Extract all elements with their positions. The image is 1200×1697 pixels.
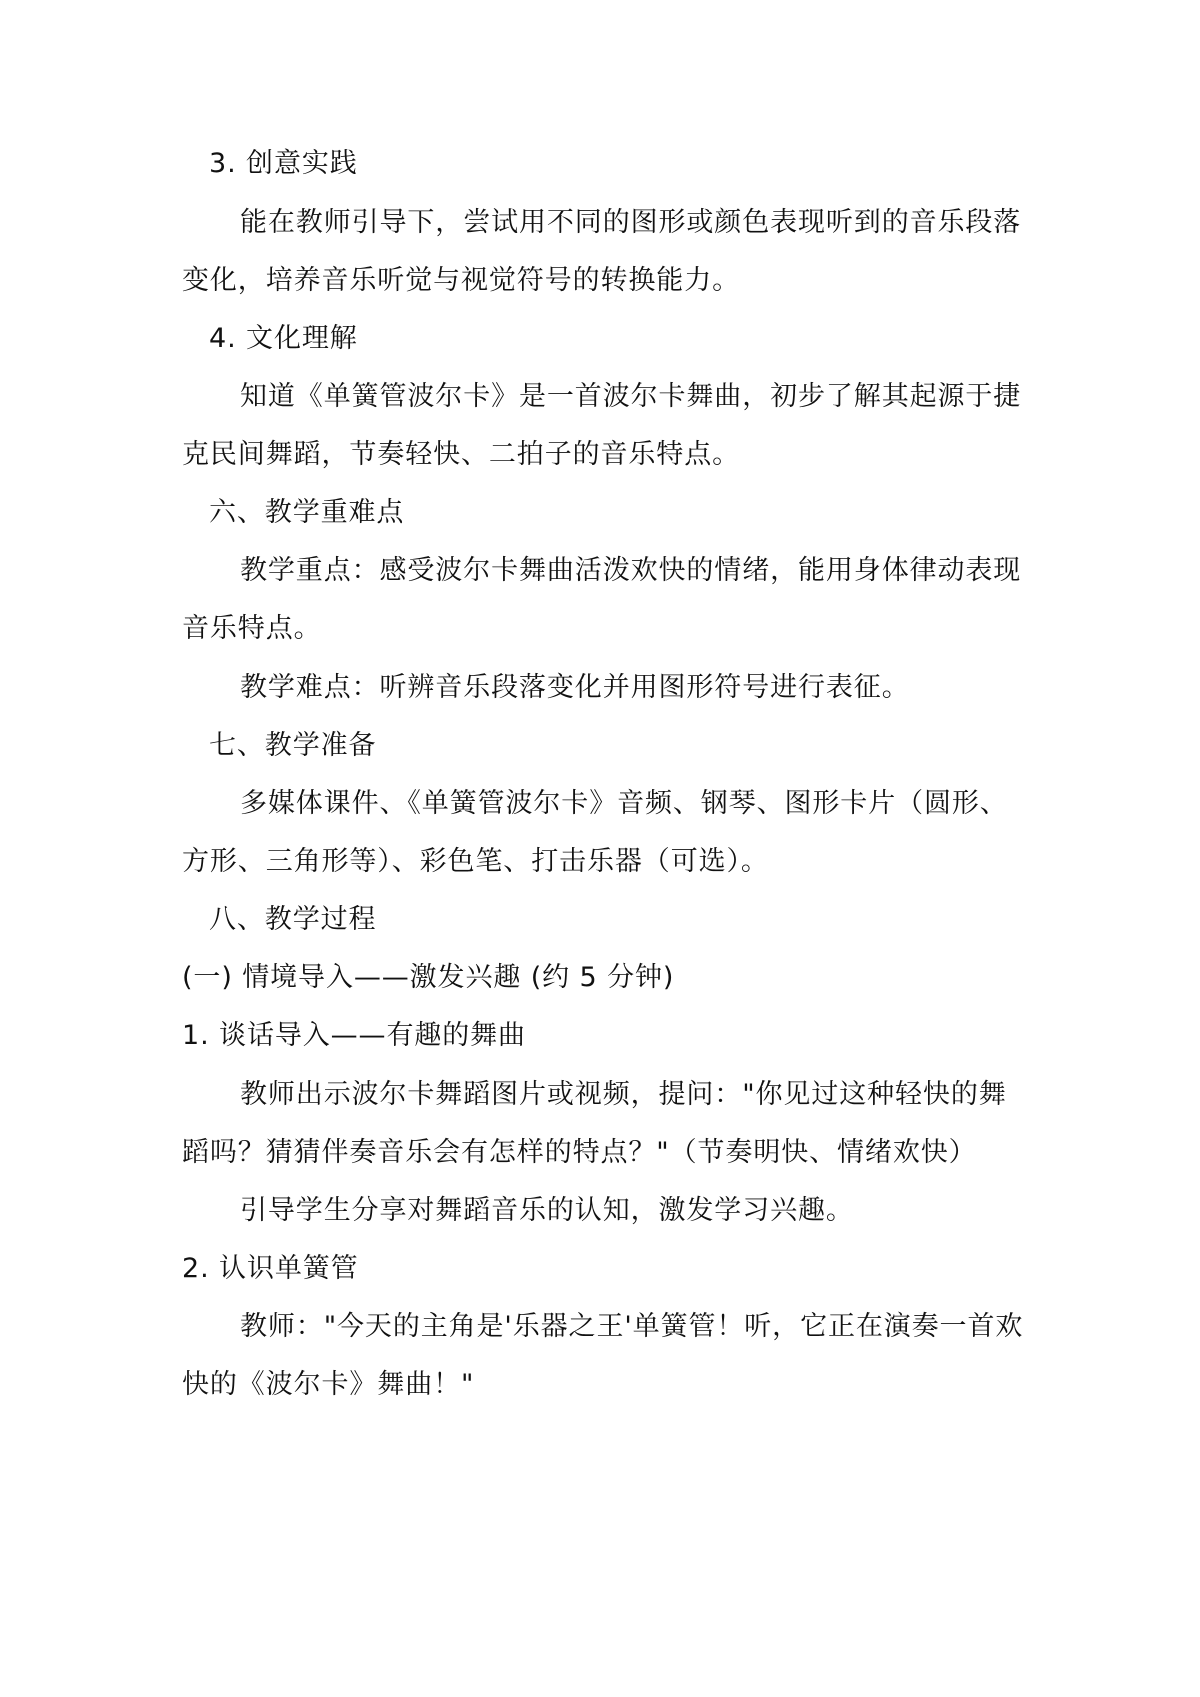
paragraph-line: 快的《波尔卡》舞曲！" [182,1369,475,1400]
step-heading: 2. 认识单簧管 [182,1253,359,1284]
paragraph-line: 音乐特点。 [182,613,322,644]
subsection-heading: (一) 情境导入——激发兴趣 (约 5 分钟) [182,962,675,993]
paragraph-line: 蹈吗？猜猜伴奏音乐会有怎样的特点？"（节奏明快、情绪欢快） [182,1137,977,1168]
step-heading: 1. 谈话导入——有趣的舞曲 [182,1020,526,1051]
paragraph-line: 方形、三角形等）、彩色笔、打击乐器（可选）。 [182,846,769,877]
paragraph-line: 知道《单簧管波尔卡》是一首波尔卡舞曲，初步了解其起源于捷 [240,381,1022,412]
paragraph-line: 教学难点：听辨音乐段落变化并用图形符号进行表征。 [240,672,910,703]
paragraph-line: 能在教师引导下，尝试用不同的图形或颜色表现听到的音乐段落 [240,207,1022,238]
heading-cultural-understanding: 4. 文化理解 [209,323,358,354]
paragraph-line: 多媒体课件、《单簧管波尔卡》音频、钢琴、图形卡片（圆形、 [240,788,1008,819]
section-heading-key-points: 六、教学重难点 [209,497,405,528]
paragraph-line: 教学重点：感受波尔卡舞曲活泼欢快的情绪，能用身体律动表现 [240,555,1022,586]
paragraph-line: 教师："今天的主角是'乐器之王'单簧管！听，它正在演奏一首欢 [240,1311,1024,1342]
section-heading-process: 八、教学过程 [209,904,377,935]
paragraph-line: 变化，培养音乐听觉与视觉符号的转换能力。 [182,265,740,296]
section-heading-preparation: 七、教学准备 [209,730,377,761]
paragraph-line: 引导学生分享对舞蹈音乐的认知，激发学习兴趣。 [240,1195,854,1226]
paragraph-line: 克民间舞蹈，节奏轻快、二拍子的音乐特点。 [182,439,740,470]
paragraph-line: 教师出示波尔卡舞蹈图片或视频，提问："你见过这种轻快的舞 [240,1079,1007,1110]
heading-creative-practice: 3. 创意实践 [209,148,358,179]
